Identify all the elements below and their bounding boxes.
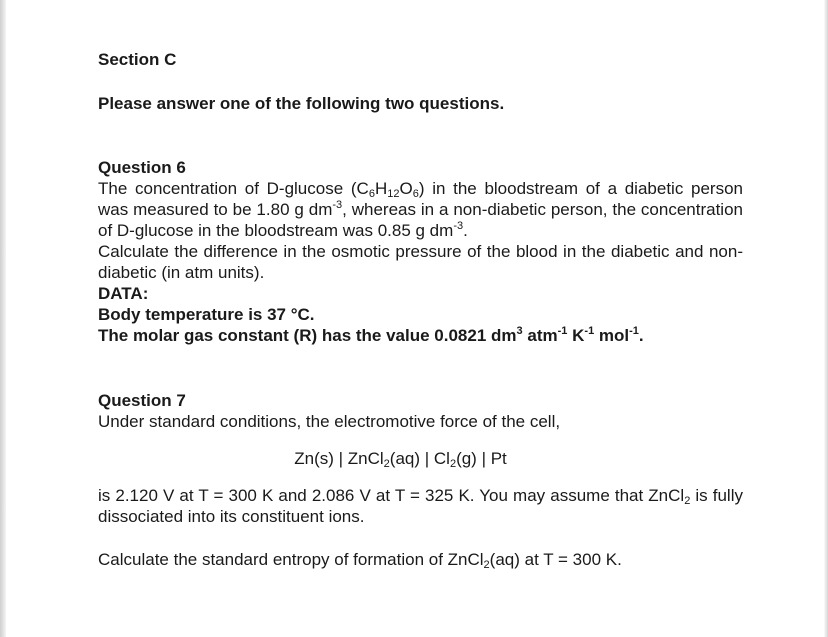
- q6-text-part: O: [399, 179, 413, 198]
- q6-superscript: -3: [453, 220, 464, 232]
- gas-constant-superscript: 3: [516, 325, 523, 337]
- gas-constant-superscript: -1: [557, 325, 568, 337]
- question-6-task: Calculate the difference in the osmotic pressure of the blood in the diabetic and non-diabetic (in atm units).: [98, 242, 743, 282]
- q6-text-part: H: [374, 179, 388, 198]
- q7-text-part: is fully dissociated into its constituent ions.: [98, 486, 743, 526]
- question-6-heading: Question 6: [98, 158, 186, 177]
- q6-subscript: 12: [387, 188, 400, 200]
- q7-task-text: (aq) at T = 300 K.: [489, 550, 622, 569]
- page-left-edge-shadow: [0, 0, 6, 637]
- gas-constant-text: The molar gas constant (R) has the value 0.0821 dm: [98, 326, 517, 345]
- document-content: [98, 44, 743, 570]
- question-7-intro: Under standard conditions, the electromotive force of the cell,: [98, 412, 561, 431]
- q7-subscript: 2: [684, 495, 691, 507]
- q6-text-part: .: [463, 221, 468, 240]
- data-gas-constant: [98, 325, 743, 346]
- data-body-temperature: Body temperature is 37 °C.: [98, 305, 315, 324]
- q6-text-part: , whereas in a non-diabetic person, the concentration of D-glucose in the bloodstream was 0.85 g dm: [98, 200, 743, 240]
- gas-constant-text: mol: [594, 326, 630, 345]
- question-7-task: [98, 549, 743, 570]
- q6-subscript: 6: [412, 188, 419, 200]
- section-title: Section C: [98, 50, 177, 69]
- q6-superscript: -3: [332, 199, 343, 211]
- section-instruction: Please answer one of the following two questions.: [98, 94, 505, 113]
- question-7-emf-statement: [98, 485, 743, 527]
- q7-text-part: is 2.120 V at T = 300 K and 2.086 V at T = 325 K. You may assume that ZnCl: [98, 486, 685, 505]
- question-6-statement: [98, 178, 743, 241]
- gas-constant-text: K: [567, 326, 585, 345]
- q7-task-subscript: 2: [483, 559, 490, 571]
- cell-subscript: 2: [449, 458, 457, 470]
- page-right-edge-shadow: [824, 0, 828, 637]
- q6-subscript: 6: [368, 188, 375, 200]
- cell-text: (g) | Pt: [456, 449, 507, 468]
- gas-constant-text: atm: [522, 326, 558, 345]
- question-7-heading: Question 7: [98, 391, 186, 410]
- data-heading: DATA:: [98, 284, 149, 303]
- electrochemical-cell-notation: [98, 448, 743, 469]
- gas-constant-superscript: -1: [584, 325, 595, 337]
- q6-text-part: The concentration of D-glucose (C: [98, 179, 369, 198]
- gas-constant-superscript: -1: [629, 325, 639, 337]
- gas-constant-text: .: [638, 326, 644, 345]
- cell-text: Zn(s) | ZnCl: [294, 449, 384, 468]
- cell-subscript: 2: [383, 458, 390, 470]
- q7-task-text: Calculate the standard entropy of formation of ZnCl: [98, 550, 484, 569]
- q6-text-part: ) in the bloodstream of a diabetic person was measured to be 1.80 g dm: [98, 179, 744, 219]
- cell-text: (aq) | Cl: [389, 449, 450, 468]
